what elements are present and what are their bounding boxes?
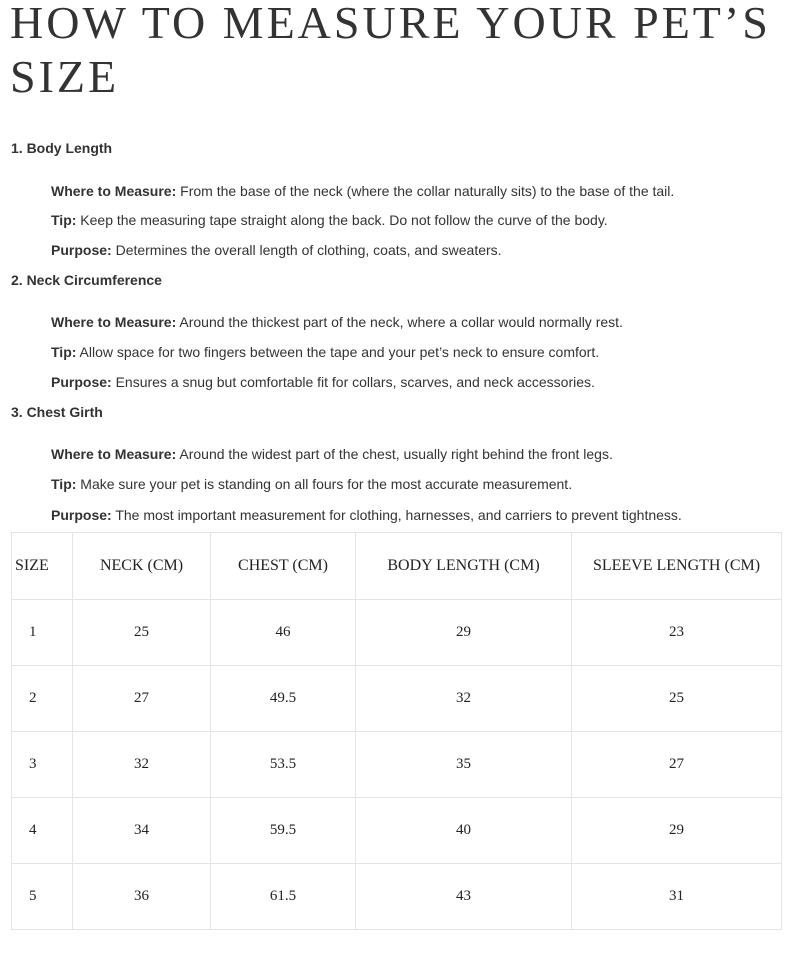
chest-cell: 53.5 (211, 732, 356, 798)
sleeve-length-cell: 25 (572, 666, 782, 732)
purpose-line (51, 506, 682, 524)
where-to-measure-line (51, 313, 623, 331)
chest-cell: 61.5 (211, 864, 356, 930)
tip-line (51, 211, 608, 229)
neck-cell: 32 (73, 732, 211, 798)
column-header-chest: CHEST (CM) (211, 533, 356, 600)
size-cell: 5 (12, 864, 73, 930)
size-cell: 2 (12, 666, 73, 732)
purpose-text: Determines the overall length of clothing, coats, and sweaters. (111, 242, 502, 258)
table-row (12, 732, 782, 798)
where-to-measure-text: Around the widest part of the chest, usually right behind the front legs. (176, 446, 613, 462)
where-to-measure-line (51, 445, 613, 463)
table-row (12, 864, 782, 930)
where-to-measure-text: From the base of the neck (where the collar naturally sits) to the base of the tail. (176, 183, 675, 199)
tip-text: Make sure your pet is standing on all fours for the most accurate measurement. (76, 476, 573, 492)
section-heading-body-length: 1. Body Length (11, 140, 113, 156)
body-length-cell: 29 (356, 600, 572, 666)
purpose-label: Purpose: (51, 374, 112, 390)
neck-cell: 27 (73, 666, 211, 732)
neck-cell: 34 (73, 798, 211, 864)
table-header-row (12, 533, 782, 600)
tip-text: Allow space for two fingers between the tape and your pet’s neck to ensure comfort. (76, 344, 600, 360)
where-to-measure-label: Where to Measure: (51, 314, 177, 330)
neck-cell: 36 (73, 864, 211, 930)
page-title: HOW TO MEASURE YOUR PET’S SIZE (10, 0, 771, 102)
where-to-measure-line (51, 182, 674, 200)
tip-label: Tip: (51, 476, 77, 492)
purpose-text: The most important measurement for clothing, harnesses, and carriers to prevent tightness. (111, 507, 682, 523)
sleeve-length-cell: 27 (572, 732, 782, 798)
tip-label: Tip: (51, 212, 77, 228)
table-row (12, 600, 782, 666)
size-cell: 3 (12, 732, 73, 798)
column-header-sleeve-length: SLEEVE LENGTH (CM) (572, 533, 782, 600)
purpose-label: Purpose: (51, 242, 112, 258)
chest-cell: 59.5 (211, 798, 356, 864)
body-length-cell: 32 (356, 666, 572, 732)
section-heading-chest-girth: 3. Chest Girth (11, 404, 103, 420)
column-header-size: SIZE (12, 533, 73, 600)
tip-text: Keep the measuring tape straight along the back. Do not follow the curve of the body. (76, 212, 608, 228)
tip-line (51, 475, 572, 493)
column-header-neck: NECK (CM) (73, 533, 211, 600)
where-to-measure-text: Around the thickest part of the neck, where a collar would normally rest. (176, 314, 623, 330)
tip-line (51, 343, 599, 361)
chest-cell: 46 (211, 600, 356, 666)
purpose-line (51, 241, 502, 259)
purpose-line (51, 373, 595, 391)
sleeve-length-cell: 29 (572, 798, 782, 864)
table-row (12, 666, 782, 732)
purpose-text: Ensures a snug but comfortable fit for collars, scarves, and neck accessories. (111, 374, 595, 390)
chest-cell: 49.5 (211, 666, 356, 732)
size-cell: 4 (12, 798, 73, 864)
table-row (12, 798, 782, 864)
sleeve-length-cell: 23 (572, 600, 782, 666)
section-heading-neck-circumference: 2. Neck Circumference (11, 272, 162, 288)
where-to-measure-label: Where to Measure: (51, 183, 177, 199)
size-cell: 1 (12, 600, 73, 666)
purpose-label: Purpose: (51, 507, 112, 523)
sleeve-length-cell: 31 (572, 864, 782, 930)
neck-cell: 25 (73, 600, 211, 666)
body-length-cell: 43 (356, 864, 572, 930)
where-to-measure-label: Where to Measure: (51, 446, 177, 462)
tip-label: Tip: (51, 344, 77, 360)
body-length-cell: 35 (356, 732, 572, 798)
size-chart-table (11, 532, 782, 930)
body-length-cell: 40 (356, 798, 572, 864)
column-header-body-length: BODY LENGTH (CM) (356, 533, 572, 600)
